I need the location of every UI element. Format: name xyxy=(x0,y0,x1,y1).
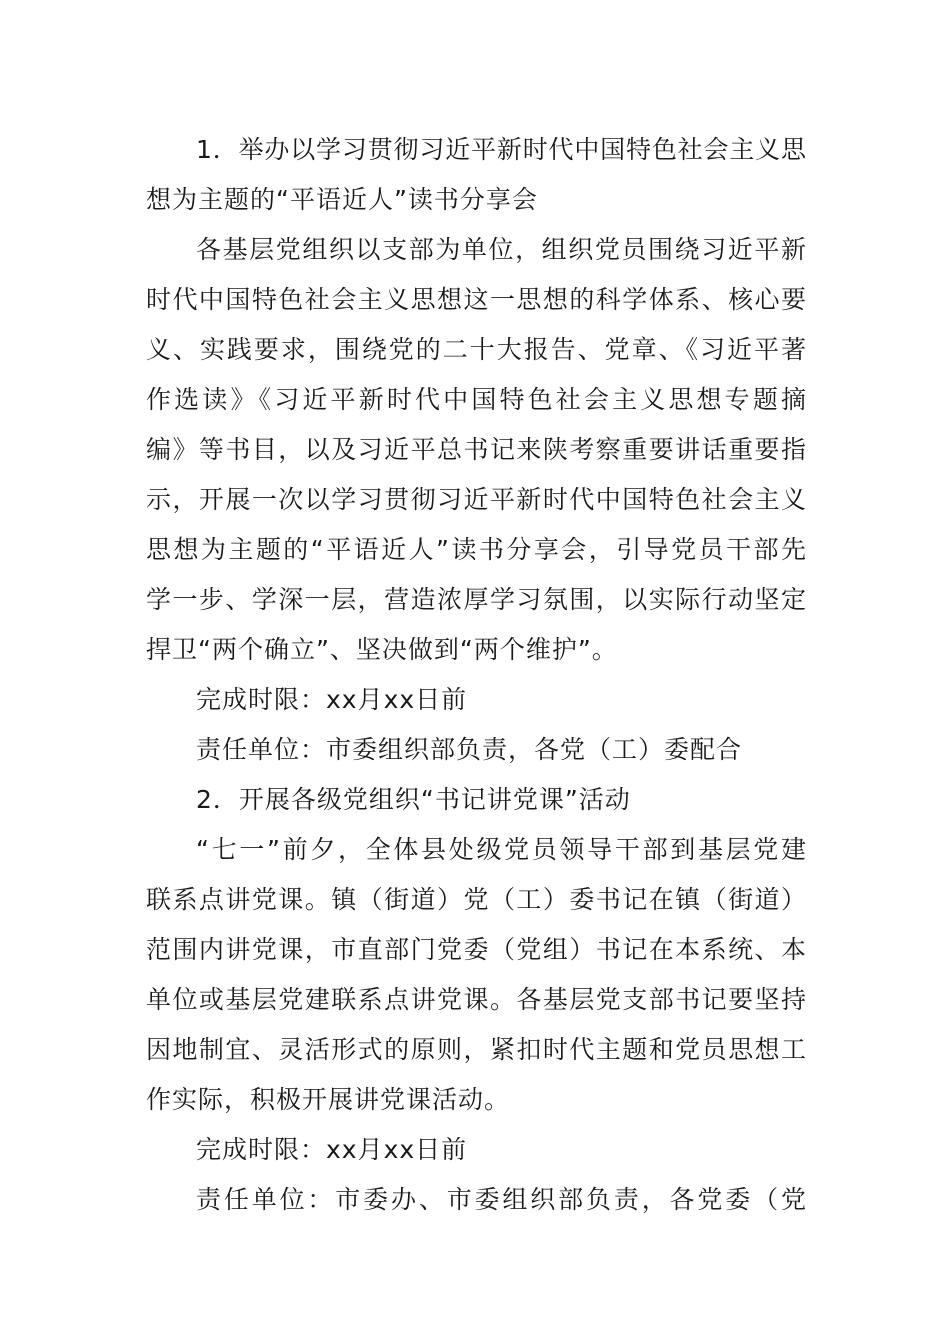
paragraph-1-line-5: 编》等书目，以及习近平总书记来陕考察重要讲话重要指 xyxy=(146,435,806,464)
paragraph-1-line-8: 学一步、学深一层，营造浓厚学习氛围，以实际行动坚定 xyxy=(146,585,806,614)
paragraph-1-line-2: 时代中国特色社会主义思想这一思想的科学体系、核心要 xyxy=(146,285,806,314)
section-2-heading: 2．开展各级党组织“书记讲党课”活动 xyxy=(196,785,631,814)
paragraph-2-line-2: 联系点讲党课。镇（街道）党（工）委书记在镇（街道） xyxy=(146,885,806,914)
deadline-2: 完成时限：xx月xx日前 xyxy=(196,1135,468,1164)
paragraph-2-line-6: 作实际，积极开展讲党课活动。 xyxy=(146,1085,511,1114)
paragraph-1-line-3: 义、实践要求，围绕党的二十大报告、党章、《习近平著 xyxy=(146,335,806,364)
paragraph-1-line-7: 思想为主题的“平语近人”读书分享会，引导党员干部先 xyxy=(146,535,806,564)
paragraph-1-line-9: 捍卫“两个确立”、坚决做到“两个维护”。 xyxy=(146,635,618,664)
paragraph-2-line-5: 因地制宜、灵活形式的原则，紧扣时代主题和党员思想工 xyxy=(146,1035,806,1064)
paragraph-2-line-3: 范围内讲党课，市直部门党委（党组）书记在本系统、本 xyxy=(146,935,806,964)
paragraph-1-line-1: 各基层党组织以支部为单位，组织党员围绕习近平新 xyxy=(196,235,806,264)
section-1-heading-line-2: 想为主题的“平语近人”读书分享会 xyxy=(146,185,538,214)
responsible-unit-2: 责任单位：市委办、市委组织部负责，各党委（党 xyxy=(196,1185,806,1214)
deadline-1: 完成时限：xx月xx日前 xyxy=(196,685,468,714)
section-1-heading-line-1: 1．举办以学习贯彻习近平新时代中国特色社会主义思 xyxy=(196,135,806,164)
paragraph-1-line-6: 示，开展一次以学习贯彻习近平新时代中国特色社会主义 xyxy=(146,485,806,514)
responsible-unit-1: 责任单位：市委组织部负责，各党（工）委配合 xyxy=(196,735,743,764)
paragraph-2-line-4: 单位或基层党建联系点讲党课。各基层党支部书记要坚持 xyxy=(146,985,806,1014)
paragraph-1-line-4: 作选读》《习近平新时代中国特色社会主义思想专题摘 xyxy=(146,385,806,414)
paragraph-2-line-1: “七一”前夕，全体县处级党员领导干部到基层党建 xyxy=(196,835,806,864)
